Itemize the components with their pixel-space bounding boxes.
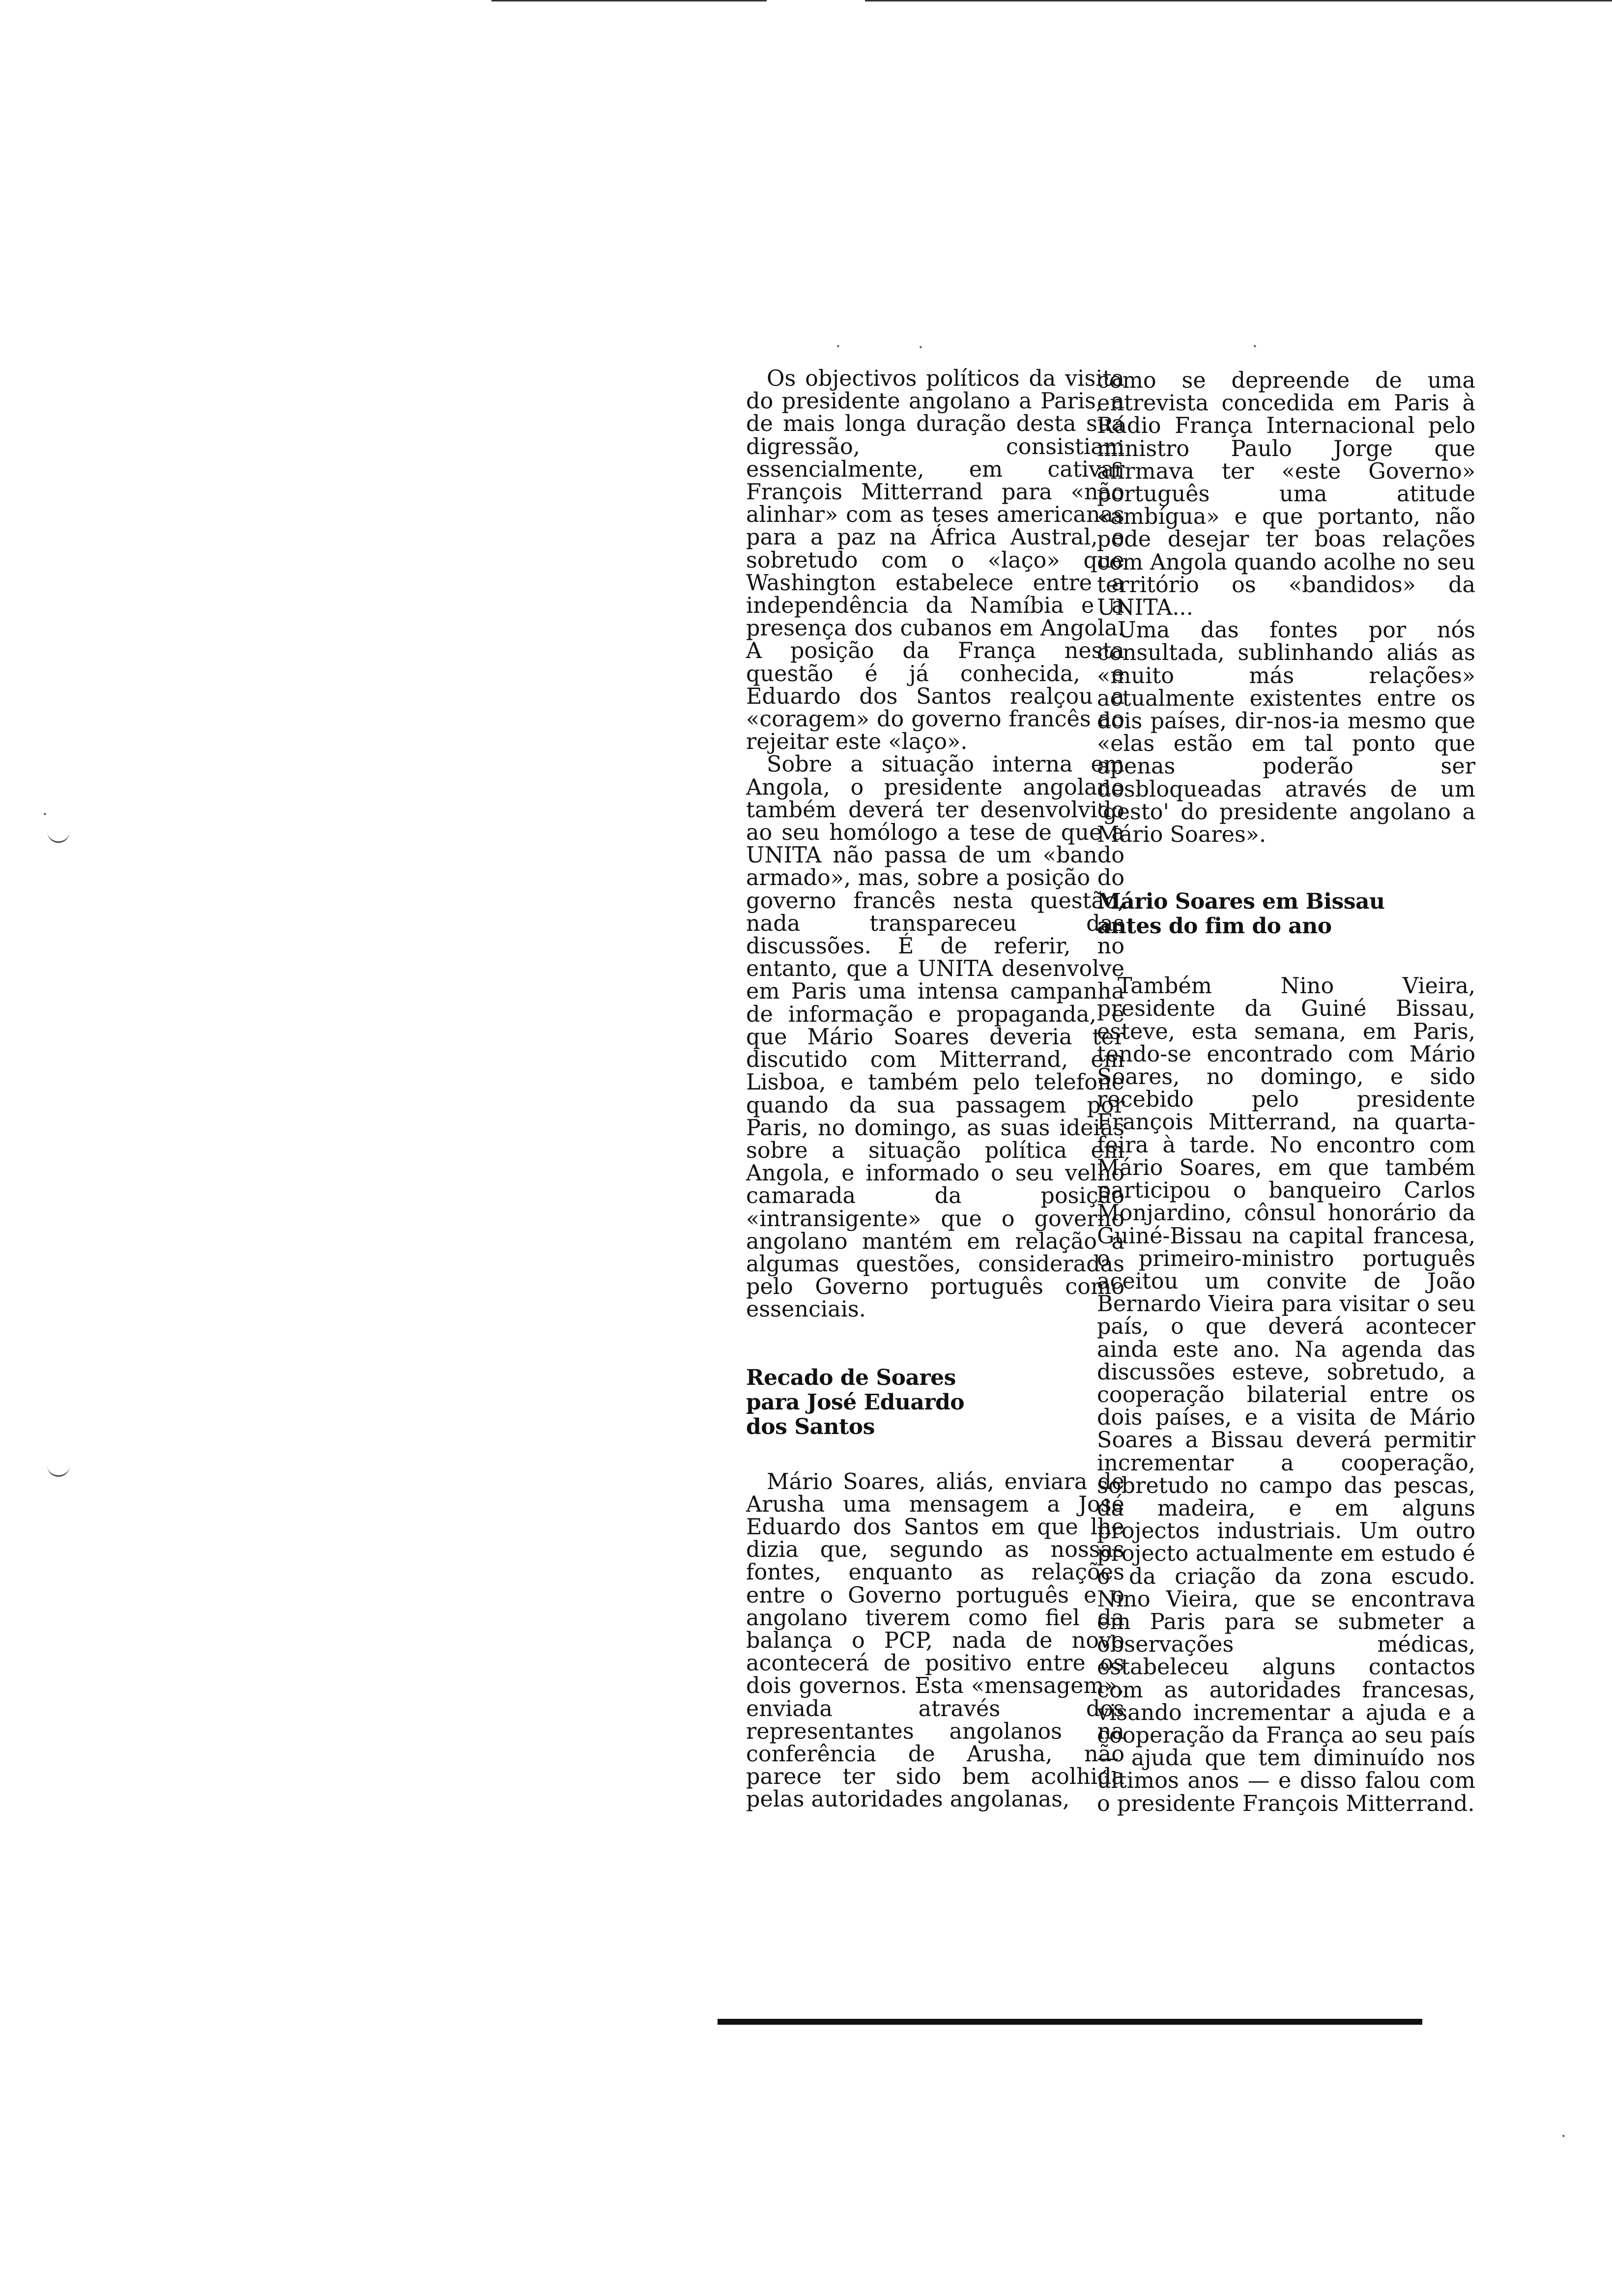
scan-speck: · bbox=[1252, 337, 1258, 356]
scan-speck: · bbox=[1561, 2126, 1566, 2146]
article-paragraph: Os objectivos políticos da visita do presidente angolano a Paris, a de mais longa duração desta sua digressão, consistiam essencialmente, em cativar François Mitterrand para «não alinhar» com as teses americanas para a paz na África Austral, e sobretudo com o «laço» que Washington estabelece entre a independência da Namíbia e a presença dos cubanos em Angola. A posição da França nesta questão é já conhecida, e Eduardo dos Santos realçou a «coragem» do governo francês ao rejeitar este «laço». bbox=[746, 366, 1124, 755]
scan-speck: · bbox=[918, 338, 923, 357]
article-column-right bbox=[1097, 370, 1475, 1815]
article-paragraph: como se depreende de uma entrevista concedida em Paris à Rádio França Internacional pelo ministro Paulo Jorge que afirmava ter «este Governo» português uma atitude «ambígua» e que portanto, não pode desejar ter boas relações com Angola quando acolhe no seu território os «bandidos» da UNITA... bbox=[1097, 368, 1475, 621]
article-paragraph: Mário Soares, aliás, enviara de Arusha uma mensagem a José Eduardo dos Santos em que lhe dizia que, segundo as nossas fontes, enquanto as relações entre o Governo português e o angolano tiverem como fiel da balança o PCP, nada de novo acontecerá de positivo entre os dois governos. Esta «mensagem», enviada através dos representantes angolanos na conferência de Arusha, não parece ter sido bem acolhida pelas autoridades angolanas, bbox=[746, 1469, 1124, 1812]
subheading-recado-de-soares: Recado de Soares para José Eduardo dos Santos bbox=[746, 1365, 965, 1439]
article-column-left bbox=[746, 368, 1124, 1811]
margin-mark bbox=[47, 831, 70, 843]
bottom-rule bbox=[718, 2019, 1422, 2025]
article-paragraph: Também Nino Vieira, presidente da Guiné Bissau, esteve, esta semana, em Paris, tendo-se encontrado com Mário Soares, no domingo, e sido recebido pelo presidente François Mitterrand, na quarta-feira à tarde. No encontro com Mário Soares, em que também participou o banqueiro Carlos Monjardino, cônsul honorário da Guiné-Bissau na capital francesa, o primeiro-ministro português aceitou um convite de João Bernardo Vieira para visitar o seu país, o que deverá acontecer ainda este ano. Na agenda das discussões esteve, sobretudo, a cooperação bilaterial entre os dois países, e a visita de Mário Soares a Bissau deverá permitir incrementar a cooperação, sobretudo no campo das pescas, da madeira, e em alguns projectos industriais. Um outro projecto actualmente em estudo é o da criação da zona escudo. Nino Vieira, que se encontrava em Paris para se submeter a observações médicas, estabeleceu alguns contactos com as autoridades francesas, visando incrementar a ajuda e a cooperação da França ao seu país — ajuda que tem diminuído nos últimos anos — e disso falou com o presidente François Mitterrand. bbox=[1097, 974, 1475, 1816]
top-edge-rule-left bbox=[491, 0, 767, 1]
margin-mark bbox=[47, 1464, 70, 1477]
scan-speck: · bbox=[42, 804, 48, 824]
article-paragraph: Uma das fontes por nós consultada, sublinhando aliás as «muito más relações» actualmente existentes entre os dois países, dir-nos-ia mesmo que «elas estão em tal ponto que apenas poderão ser desbloqueadas através de um 'gesto' do presidente angolano a Mário Soares». bbox=[1097, 618, 1475, 848]
subheading-mario-soares-em-bissau: Mário Soares em Bissau antes do fim do ano bbox=[1097, 889, 1385, 939]
article-paragraph: Sobre a situação interna em Angola, o presidente angolano também deverá ter desenvolvido ao seu homólogo a tese de que a UNITA não passa de um «bando armado», mas, sobre a posição do governo francês nesta questão, nada transpareceu das discussões. É de referir, no entanto, que a UNITA desenvolve em Paris uma intensa campanha de informação e propaganda, e que Mário Soares deveria ter discutido com Mitterrand, em Lisboa, e também pelo telefone quando da sua passagem por Paris, no domingo, as suas ideias sobre a situação política em Angola, e informado o seu velho camarada da posição «intransigente» que o governo angolano mantém em relação a algumas questões, consideradas pelo Governo português como essenciais. bbox=[746, 752, 1124, 1322]
scan-speck: · bbox=[835, 337, 841, 356]
top-edge-rule-right bbox=[865, 0, 1612, 1]
